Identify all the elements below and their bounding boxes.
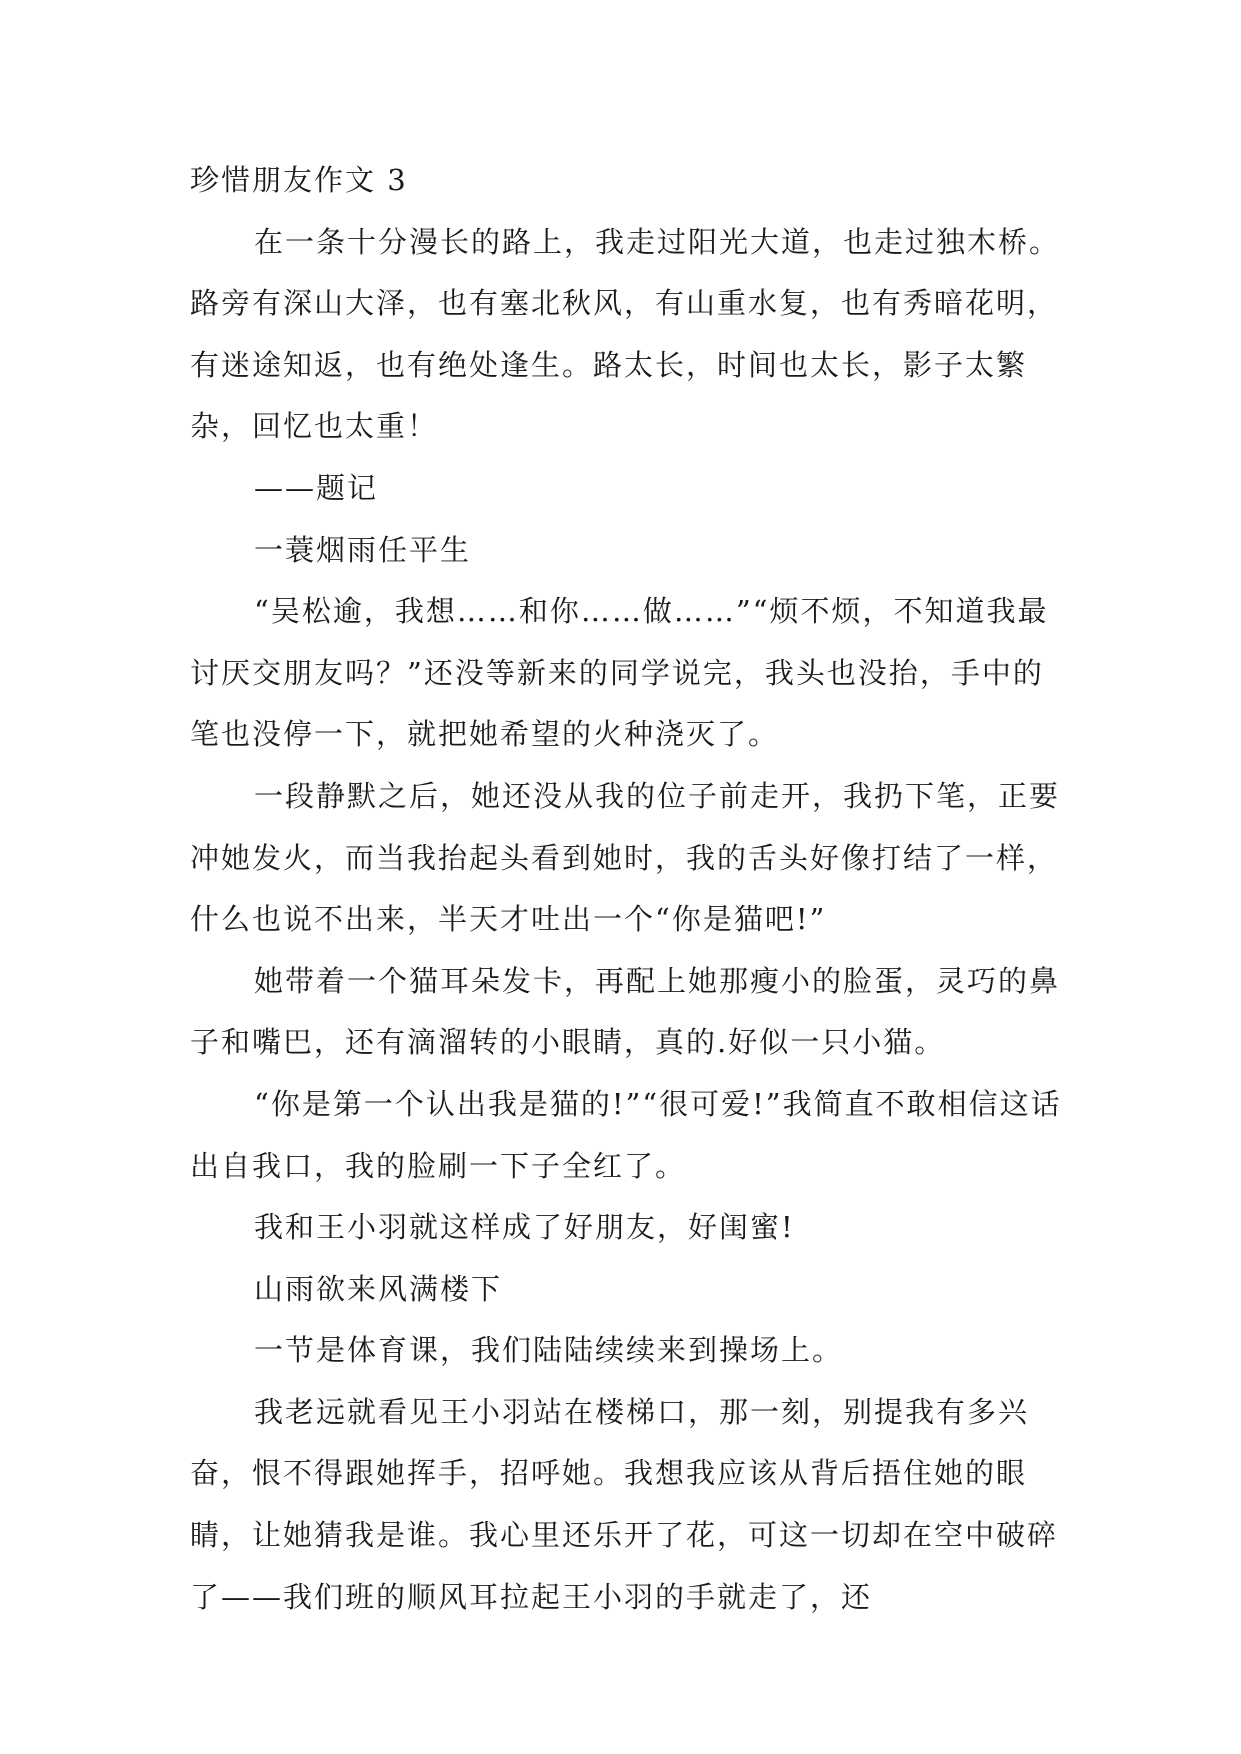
paragraph: “你是第一个认出我是猫的!”“很可爱!”我简直不敢相信这话出自我口，我的脸刷一下子全红了。	[190, 1086, 1062, 1183]
section-heading: 山雨欲来风满楼下	[254, 1271, 503, 1306]
paragraph: 一段静默之后，她还没从我的位子前走开，我扔下笔，正要冲她发火，而当我抬起头看到她时，我的舌头好像打结了一样，什么也说不出来，半天才吐出一个“你是猫吧!”	[190, 778, 1061, 937]
document-title: 珍惜朋友作文 3	[190, 163, 408, 197]
section-heading: 一蓑烟雨任平生	[254, 532, 472, 567]
paragraph: 我和王小羽就这样成了好朋友，好闺蜜!	[254, 1210, 795, 1245]
paragraph: “吴松逾，我想……和你……做……”“烦不烦，不知道我最讨厌交朋友吗？”还没等新来的同学说完，我头也没抬，手中的笔也没停一下，就把她希望的火种浇灭了。	[190, 594, 1049, 752]
paragraph: 我老远就看见王小羽站在楼梯口，那一刻，别提我有多兴奋，恨不得跟她挥手，招呼她。我想我应该从背后捂住她的眼睛，让她猜我是谁。我心里还乐开了花，可这一切却在空中破碎了——我们班的顺风耳拉起王小羽的手就走了，还	[190, 1394, 1059, 1614]
paragraph: 在一条十分漫长的路上，我走过阳光大道，也走过独木桥。路旁有深山大泽，也有塞北秋风，有山重水复，也有秀暗花明，有迷途知返，也有绝处逢生。路太长，时间也太长，影子太繁杂，回忆也太重！	[190, 224, 1061, 444]
document-body	[190, 150, 1070, 1628]
paragraph: 一节是体育课，我们陆陆续续来到操场上。	[254, 1333, 844, 1368]
paragraph: 她带着一个猫耳朵发卡，再配上她那瘦小的脸蛋，灵巧的鼻子和嘴巴，还有滴溜转的小眼睛，真的.好似一只小猫。	[190, 963, 1061, 1060]
paragraph: ——题记	[254, 470, 379, 505]
